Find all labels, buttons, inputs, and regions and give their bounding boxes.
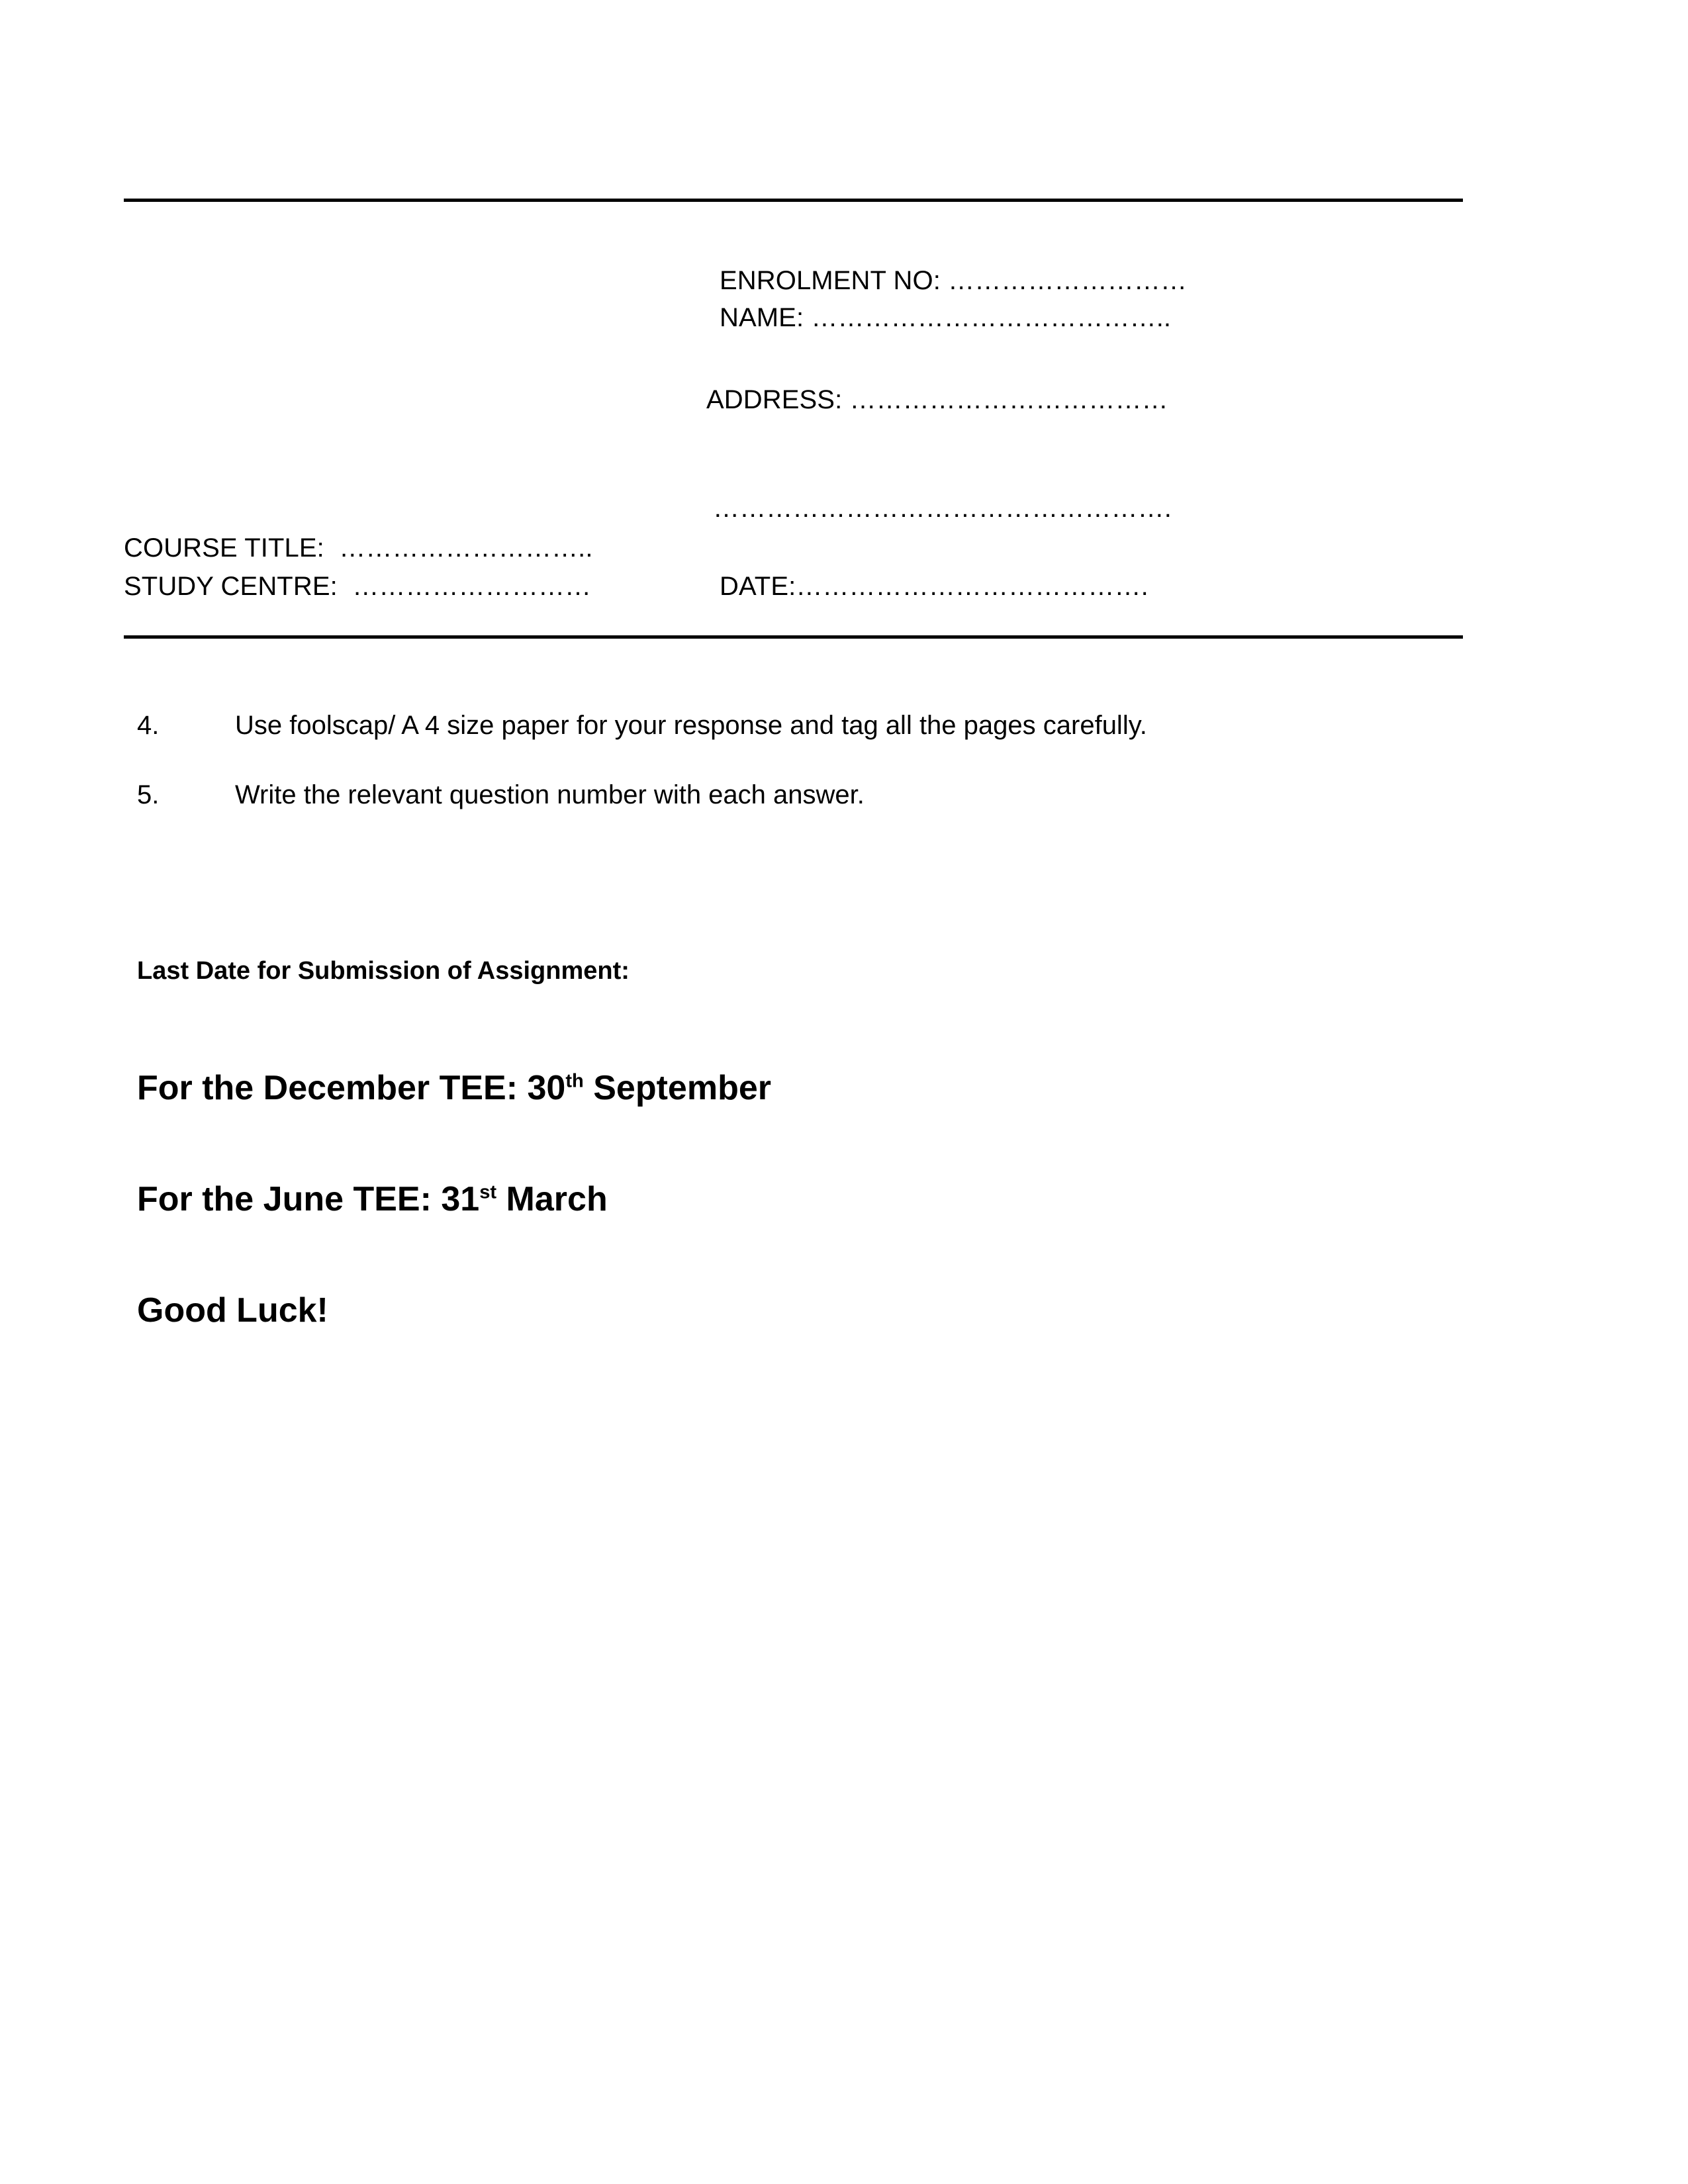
student-details-form xyxy=(124,199,1463,639)
instructions-list xyxy=(137,709,1494,848)
december-tee-prefix: For the December TEE: 30 xyxy=(137,1068,566,1107)
closing-message: Good Luck! xyxy=(137,1291,328,1330)
enrolment-number-field[interactable]: ENROLMENT NO: ……………………… xyxy=(720,266,1188,295)
address-field[interactable]: ADDRESS: ……………………………… xyxy=(706,385,1168,414)
december-tee-ordinal: th xyxy=(565,1070,584,1092)
december-tee-suffix: September xyxy=(583,1068,772,1107)
form-bottom-rule xyxy=(124,635,1463,639)
instruction-number: 5. xyxy=(137,780,160,809)
address-continuation-field[interactable]: ……………………………………………. xyxy=(713,494,1172,523)
june-tee-deadline xyxy=(137,1179,1494,1220)
submission-heading: Last Date for Submission of Assignment: xyxy=(137,957,630,985)
instruction-text: Write the relevant question number with each answer. xyxy=(235,780,865,809)
instruction-text: Use foolscap/ A 4 size paper for your response and tag all the pages carefully. xyxy=(235,711,1147,740)
june-tee-prefix: For the June TEE: 31 xyxy=(137,1179,480,1218)
list-item xyxy=(137,779,1494,811)
instruction-number: 4. xyxy=(137,711,160,740)
form-fields xyxy=(124,202,1463,635)
december-tee-deadline xyxy=(137,1068,1494,1109)
list-item xyxy=(137,709,1494,741)
course-title-field[interactable]: COURSE TITLE: ……………………….. xyxy=(124,533,593,563)
submission-dates-section xyxy=(137,956,1494,1332)
name-field[interactable]: NAME: ………………………………….. xyxy=(720,303,1172,332)
date-field[interactable]: DATE:…………………………………. xyxy=(720,572,1149,601)
june-tee-suffix: March xyxy=(496,1179,608,1218)
study-centre-field[interactable]: STUDY CENTRE: ……………………… xyxy=(124,572,592,601)
june-tee-ordinal: st xyxy=(479,1181,497,1203)
